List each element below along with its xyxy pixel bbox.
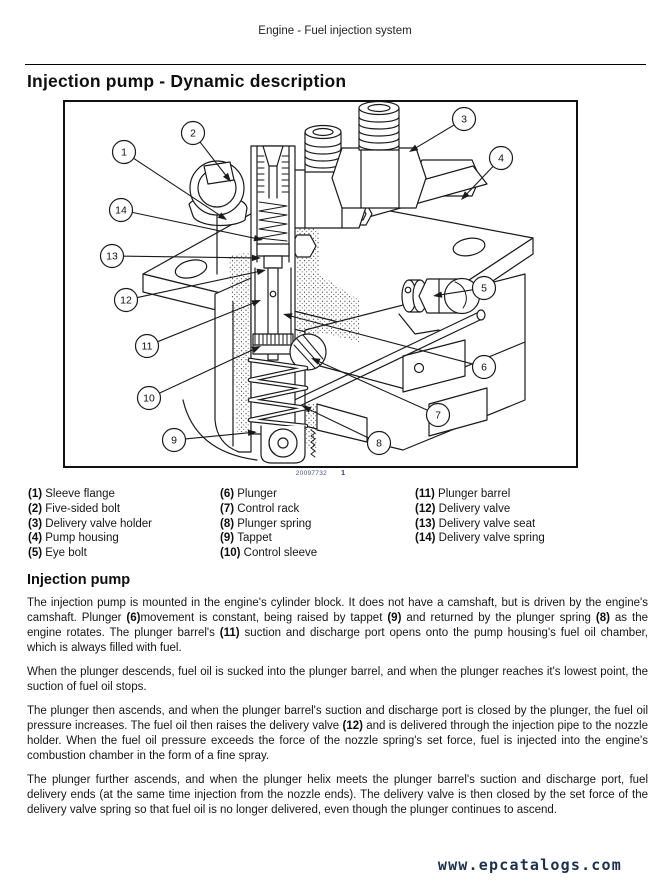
title-rule bbox=[25, 64, 646, 65]
footer-link[interactable]: www.epcatalogs.com bbox=[437, 856, 622, 874]
part-item: (12) Delivery valve bbox=[415, 502, 511, 515]
svg-text:13: 13 bbox=[106, 250, 118, 263]
svg-text:4: 4 bbox=[498, 152, 504, 165]
part-item: (7) Control rack bbox=[220, 502, 300, 515]
part-item: (13) Delivery valve seat bbox=[415, 517, 536, 530]
part-item: (14) Delivery valve spring bbox=[415, 532, 545, 545]
part-item: (4) Pump housing bbox=[28, 532, 119, 545]
running-header: Engine - Fuel injection system bbox=[258, 25, 412, 37]
part-item: (11) Plunger barrel bbox=[415, 488, 511, 500]
paragraph-1: The injection pump is mounted in the engine's cylinder block. It does not have a camshaft, but is driven by the engine's camshaft. Plunger (6)movement is constant, being raised by tappet (9) and returned by the plunger spring (8) as the engine rotates. The plunger barrel's (11) suction and discharge port opens onto the pump housing's fuel oil chamber, which is always filled with fuel. bbox=[27, 597, 648, 654]
svg-text:5: 5 bbox=[481, 282, 487, 295]
svg-text:10: 10 bbox=[143, 392, 155, 405]
part-item: (9) Tappet bbox=[220, 532, 272, 545]
svg-text:14: 14 bbox=[115, 204, 127, 217]
section-heading: Injection pump bbox=[27, 572, 131, 588]
page-title: Injection pump - Dynamic description bbox=[27, 71, 347, 91]
callout-3 bbox=[409, 108, 476, 153]
paragraph-4: The plunger further ascends, and when the plunger helix meets the plunger barrel's suction and discharge port, fuel delivery ends (at the same time injection from the nozzle ends). The delivery valve is then closed by the set force of the delivery valve spring so that fuel oil is no longer delivered, even though the plunger continues to ascend. bbox=[27, 774, 648, 816]
part-item: (10) Control sleeve bbox=[220, 547, 318, 560]
part-item: (8) Plunger spring bbox=[220, 517, 312, 530]
paragraph-3: The plunger then ascends, and when the plunger barrel's suction and discharge port is closed by the plunger, the fuel oil pressure increases. The fuel oil then raises the delivery valve (12) and is delivered through the injection pipe to the nozzle holder. When the fuel oil pressure exceeds the force of the nozzle spring's set force, fuel is injected into the engine's combustion chamber in the form of a fine spray. bbox=[27, 705, 648, 762]
figure-frame bbox=[63, 100, 578, 468]
svg-text:6: 6 bbox=[481, 361, 487, 374]
part-item: (5) Eye bolt bbox=[28, 547, 87, 560]
svg-text:7: 7 bbox=[435, 409, 441, 422]
svg-text:12: 12 bbox=[120, 294, 132, 307]
injection-pump-diagram bbox=[65, 102, 576, 466]
svg-text:8: 8 bbox=[376, 437, 382, 450]
paragraph-2: When the plunger descends, fuel oil is sucked into the plunger barrel, and when the plunger reaches it's lowest point, the suction of fuel oil stops. bbox=[27, 666, 648, 693]
part-item: (2) Five-sided bolt bbox=[28, 502, 121, 515]
part-item: (6) Plunger bbox=[220, 488, 277, 500]
svg-text:2: 2 bbox=[190, 127, 196, 140]
part-item: (3) Delivery valve holder bbox=[28, 517, 152, 530]
svg-text:11: 11 bbox=[141, 340, 153, 353]
svg-text:3: 3 bbox=[461, 113, 467, 126]
parts-column-1 bbox=[28, 487, 213, 561]
figure-caption bbox=[63, 470, 578, 477]
svg-text:1: 1 bbox=[121, 146, 127, 159]
parts-column-3 bbox=[415, 487, 645, 546]
figure-code: 20097732 bbox=[295, 470, 328, 477]
svg-text:9: 9 bbox=[171, 434, 177, 447]
part-item: (1) Sleeve flange bbox=[28, 488, 115, 500]
body-text bbox=[27, 596, 648, 827]
figure-number: 1 bbox=[341, 470, 346, 477]
parts-column-2 bbox=[220, 487, 408, 561]
